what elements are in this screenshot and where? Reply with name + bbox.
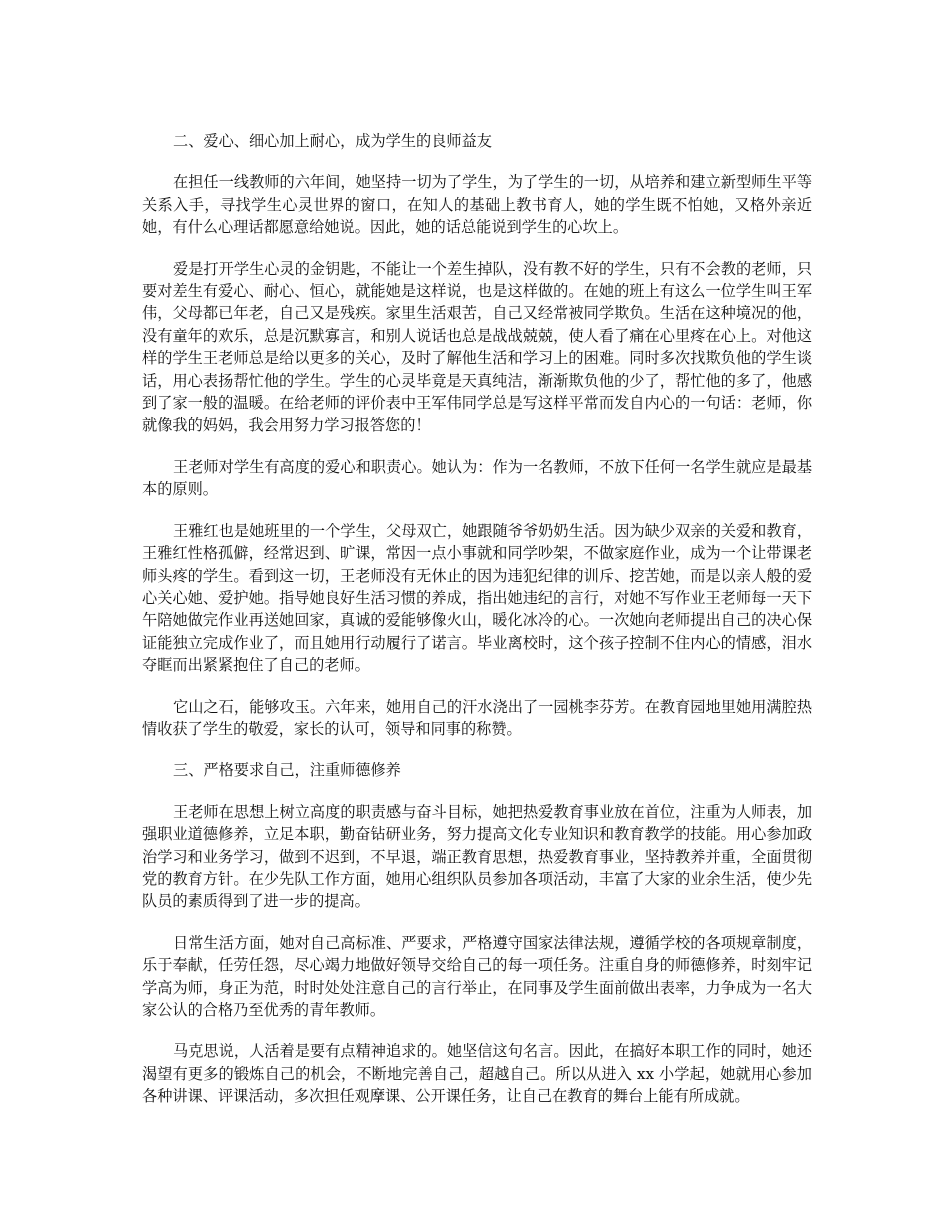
paragraph: 王雅红也是她班里的一个学生，父母双亡，她跟随爷爷奶奶生活。因为缺少双亲的关爱和教育，王雅红性格孤僻，经常迟到、旷课，常因一点小事就和同学吵架，不做家庭作业，成为一个让带课老师头疼的学生。看到这一切，王老师没有无休止的因为违犯纪律的训斥、挖苦她，而是以亲人般的爱心关心她、爱护她。指导她良好生活习惯的养成，指出她违纪的言行，对她不写作业王老师每一天下午陪她做完作业再送她回家，真诚的爱能够像火山，暖化冰冷的心。一次她向老师提出自己的决心保证能独立完成作业了，而且她用行动履行了诺言。毕业离校时，这个孩子控制不住内心的情感，泪水夺眶而出紧紧抱住了自己的老师。 (142, 521, 812, 675)
paragraph: 日常生活方面，她对自己高标准、严要求，严格遵守国家法律法规，遵循学校的各项规章制度，乐于奉献，任劳任怨，尽心竭力地做好领导交给自己的每一项任务。注重自身的师德修养，时刻牢记学高为师，身正为范，时时处处注意自己的言行举止，在同事及学生面前做出表率，力争成为一名大家公认的合格乃至优秀的青年教师。 (142, 933, 812, 1019)
paragraph: 在担任一线教师的六年间，她坚持一切为了学生，为了学生的一切，从培养和建立新型师生平等关系入手，寻找学生心灵世界的窗口，在知人的基础上教书育人，她的学生既不怕她，又格外亲近她，有什么心理话都愿意给她说。因此，她的话总能说到学生的心坎上。 (142, 173, 812, 237)
section-heading-3: 三、严格要求自己，注重师德修养 (173, 761, 401, 780)
paragraph: 爱是打开学生心灵的金钥匙，不能让一个差生掉队，没有教不好的学生，只有不会教的老师，只要对差生有爱心、耐心、恒心，就能她是这样说，也是这样做的。在她的班上有这么一位学生叫王军伟，父母都已年老，自己又是残疾。家里生活艰苦，自己又经常被同学欺负。生活在这种境况的他，没有童年的欢乐，总是沉默寡言，和别人说话也总是战战兢兢，使人看了痛在心里疼在心上。对他这样的学生王老师总是给以更多的关心，及时了解他生活和学习上的困难。同时多次找欺负他的学生谈话，用心表扬帮忙他的学生。学生的心灵毕竟是天真纯洁，渐渐欺负他的少了，帮忙他的多了，他感到了家一般的温暖。在给老师的评价表中王军伟同学总是写这样平常而发自内心的一句话：老师，你就像我的妈妈，我会用努力学习报答您的！ (142, 259, 812, 435)
section-heading-2: 二、爱心、细心加上耐心，成为学生的良师益友 (173, 132, 492, 150)
paragraph: 它山之石，能够攻玉。六年来，她用自己的汗水浇出了一园桃李芬芳。在教育园地里她用满腔热情收获了学生的敬爱，家长的认可，领导和同事的称赞。 (142, 697, 812, 738)
document-page (142, 130, 812, 1127)
paragraph: 王老师对学生有高度的爱心和职责心。她认为：作为一名教师，不放下任何一名学生就应是最基本的原则。 (142, 457, 812, 499)
paragraph: 马克思说，人活着是要有点精神追求的。她坚信这句名言。因此，在搞好本职工作的同时，她还渴望有更多的锻炼自己的机会，不断地完善自己，超越自己。所以从进入 xx 小学起，她就用心参加各种讲课、评课活动，多次担任观摩课、公开课任务，让自己在教育的舞台上能有所成就。 (142, 1042, 812, 1106)
paragraph: 王老师在思想上树立高度的职责感与奋斗目标，她把热爱教育事业放在首位，注重为人师表，加强职业道德修养，立足本职，勤奋钻研业务，努力提高文化专业知识和教育教学的技能。用心参加政治学习和业务学习，做到不迟到，不早退，端正教育思想，热爱教育事业，坚持教养并重，全面贯彻党的教育方针。在少先队工作方面，她用心组织队员参加各项活动，丰富了大家的业余生活，使少先队员的素质得到了进一步的提高。 (142, 802, 812, 911)
